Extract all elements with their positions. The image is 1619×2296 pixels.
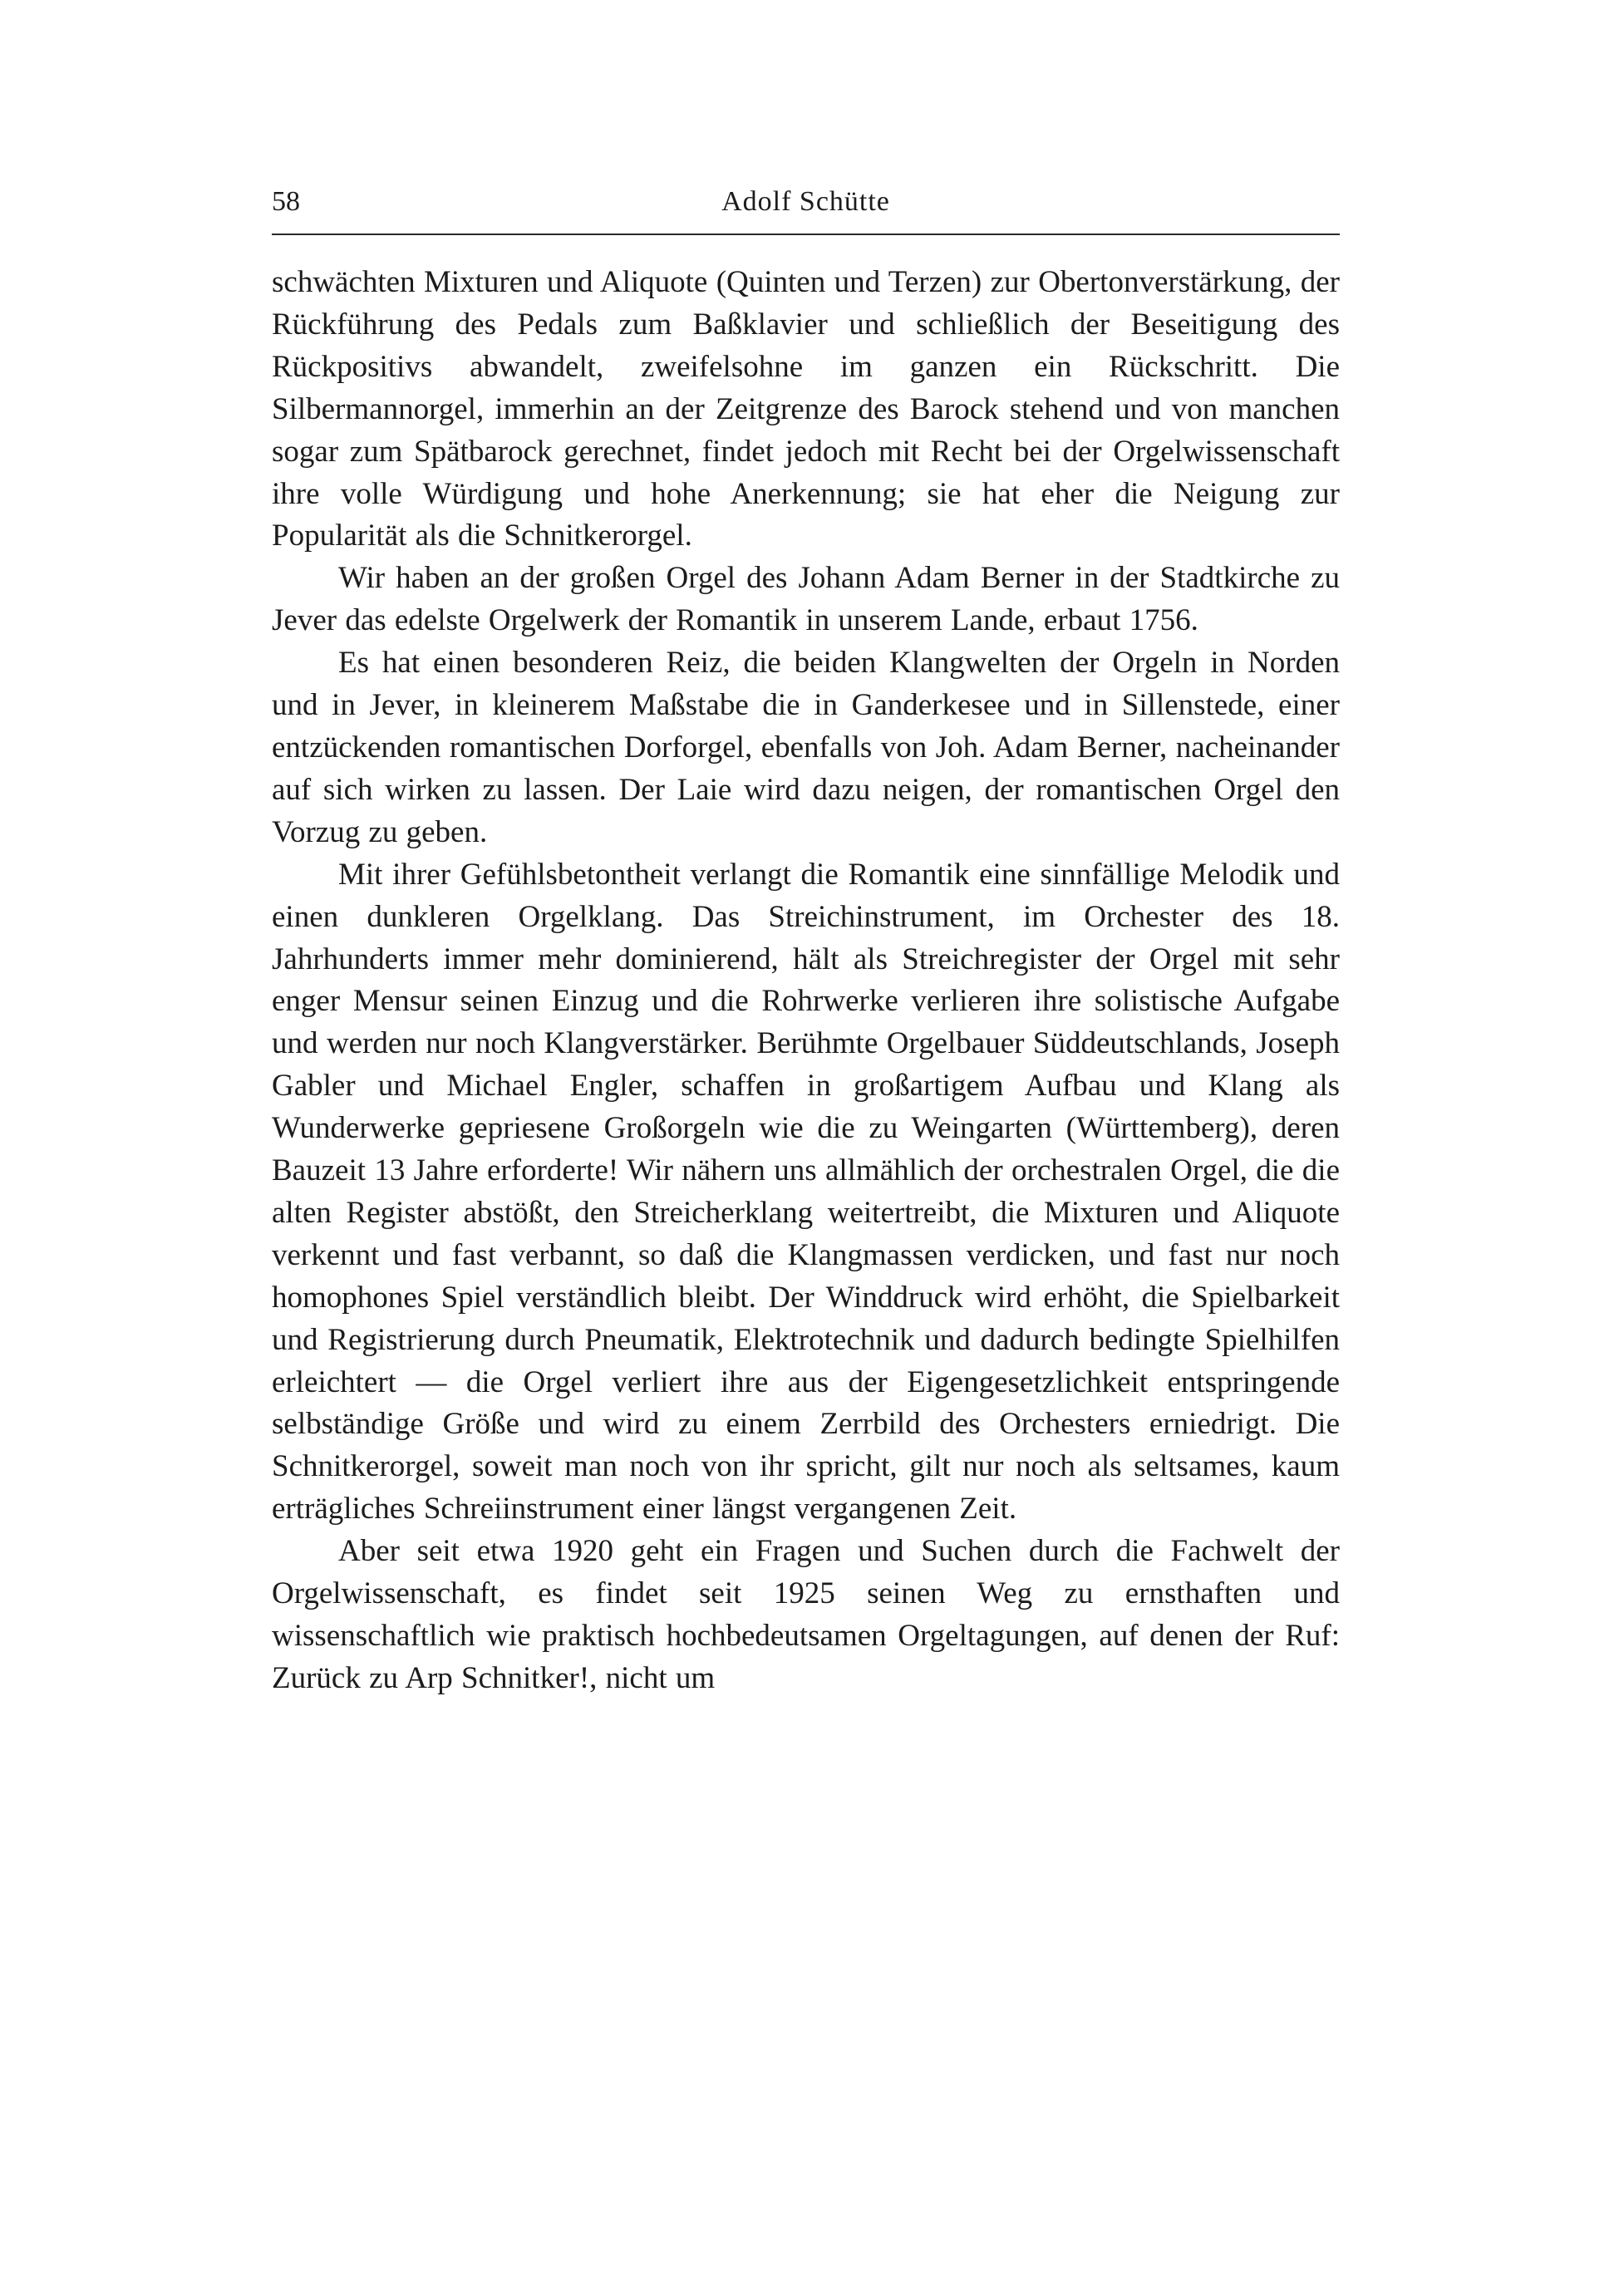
- paragraph-jever-organ: Wir haben an der großen Orgel des Johann Adam Berner in der Stadtkirche zu Jever das edelste Orgelwerk der Romantik in unserem Lande, erbaut 1756.: [272, 561, 1340, 638]
- paragraph-sound-worlds: Es hat einen besonderen Reiz, die beiden Klangwelten der Orgeln in Norden und in Jever, in kleinerem Maßstabe die in Ganderkesee und in Sillenstede, einer entzückenden romantischen Dorforgel, ebenfalls von Joh. Adam Berner, nacheinander auf sich wirken zu lassen. Der Laie wird dazu neigen, der romantischen Orgel den Vorzug zu geben.: [272, 646, 1340, 849]
- body-text: [272, 262, 1340, 1700]
- running-head: Adolf Schütte: [721, 186, 890, 217]
- header-rule: [272, 234, 1340, 235]
- paragraph-continuation: schwächten Mixturen und Aliquote (Quinten und Terzen) zur Obertonverstärkung, der Rückführung des Pedals zum Baßklavier und schließlich der Beseitigung des Rückpositivs abwandelt, zweifelsohne im ganzen ein Rückschritt. Die Silbermannorgel, immerhin an der Zeitgrenze des Barock stehend und von manchen sogar zum Spätbarock gerechnet, findet jedoch mit Recht bei der Orgelwissenschaft ihre volle Würdigung und hohe Anerkennung; sie hat eher die Neigung zur Popularität als die Schnitkerorgel.: [272, 265, 1340, 553]
- page-number: 58: [272, 186, 300, 217]
- paragraph-romanticism: Mit ihrer Gefühlsbetontheit verlangt die Romantik eine sinnfällige Melodik und einen dunkleren Orgelklang. Das Streichinstrument, im Orchester des 18. Jahrhunderts immer mehr dominierend, hält als Streichregister der Orgel mit sehr enger Mensur seinen Einzug und die Rohrwerke verlieren ihre solistische Aufgabe und werden nur noch Klangverstärker. Berühmte Orgelbauer Süddeutschlands, Joseph Gabler und Michael Engler, schaffen in großartigem Aufbau und Klang als Wunderwerke gepriesene Großorgeln wie die zu Weingarten (Württemberg), deren Bauzeit 13 Jahre erforderte! Wir nähern uns allmählich der orchestralen Orgel, die die alten Register abstößt, den Streicherklang weitertreibt, die Mixturen und Aliquote verkennt und fast verbannt, so daß die Klangmassen verdicken, und fast nur noch homophones Spiel verständlich bleibt. Der Winddruck wird erhöht, die Spielbarkeit und Registrierung durch Pneumatik, Elektrotechnik und dadurch bedingte Spielhilfen erleichtert — die Orgel verliert ihre aus der Eigengesetzlichkeit entspringende selbständige Größe und wird zu einem Zerrbild des Orchesters erniedrigt. Die Schnitkerorgel, soweit man noch von ihr spricht, gilt nur noch als seltsames, kaum erträgliches Schreiinstrument einer längst vergangenen Zeit.: [272, 857, 1340, 1527]
- paragraph-since-1920: Aber seit etwa 1920 geht ein Fragen und Suchen durch die Fachwelt der Orgelwissenschaft, es findet seit 1925 seinen Weg zu ernsthaften und wissenschaftlich wie praktisch hochbedeutsamen Orgeltagungen, auf denen der Ruf: Zurück zu Arp Schnitker!, nicht um: [272, 1534, 1340, 1695]
